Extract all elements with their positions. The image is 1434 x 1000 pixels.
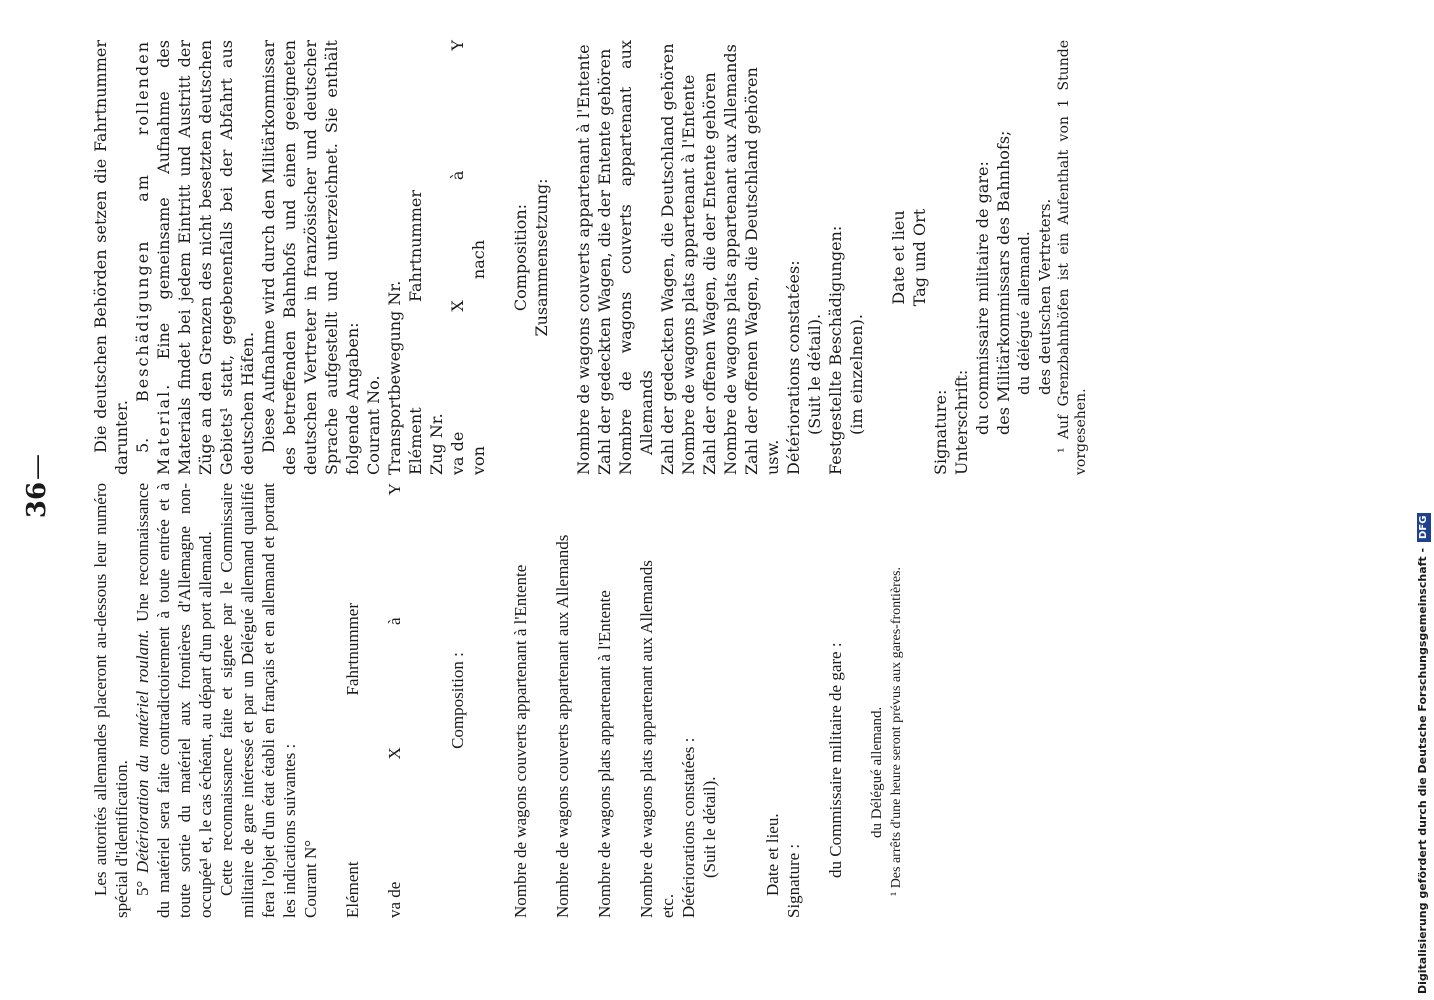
de-paragraph-1: Die deutschen Behörden setzen die Fahrtnummer darunter. [91, 40, 131, 475]
digitization-text: Digitalisierung gefördert durch die Deutsche Forschungsgemeinschaft - [1416, 547, 1429, 994]
fr-section-title: Détérioration du matériel roulant. [133, 629, 152, 874]
de-n3-de: Zahl der offenen Wagen, die der Entente gehören [700, 72, 719, 475]
fr-element-label: Elément [343, 861, 362, 918]
fr-section-number: 5° [133, 880, 152, 896]
dfg-logo: DFG [1417, 513, 1431, 542]
de-suit: (Suit le détail). [805, 313, 824, 435]
fr-element-row [342, 483, 363, 918]
fr-footnote: ¹ Des arrêts d'une heure seront prévus aux gares-frontières. [889, 567, 904, 896]
de-n4-fr: Nombre de wagons plats appartenant aux Allemands [721, 44, 740, 475]
fr-nombre-4: Nombre de wagons plats appartenant aux Allemands [637, 560, 656, 918]
de-nach: nach [469, 240, 488, 280]
de-composition: Composition: [511, 203, 530, 312]
fr-a: à [385, 617, 404, 626]
fr-paragraph-2: Une reconnaissance du matériel sera faite contradictoirement à toute entrée et à toute sortie du matériel aux frontières d'Allemagne non-occupée¹ et, le cas échéant, au départ d'un port allemand. [133, 482, 215, 918]
fr-fahrtnummer-label: Fahrtnummer [343, 603, 362, 696]
de-transport: Transportbewegung Nr. [385, 280, 404, 475]
fr-nombre-3: Nombre de wagons plats appartenant à l'Entente [595, 590, 614, 918]
fr-y: Y [385, 483, 404, 496]
digitization-credit [1412, 0, 1434, 1000]
de-route-row [447, 40, 468, 475]
french-column [90, 483, 905, 918]
de-tag: Tag und Ort [910, 208, 929, 307]
de-n1-fr: Nombre de wagons couverts appartenant à l'Entente [574, 44, 593, 475]
fr-delegue: du Délégué allemand. [869, 706, 885, 838]
fr-paragraph-1: Les autorités allemandes placeront au-dessous leur numéro spécial d'identification. [91, 483, 131, 918]
de-section-number: 5. [133, 437, 152, 453]
de-del-fr: du délégué allemand. [1015, 231, 1033, 395]
de-zusammensetzung: Zusammensetzung: [532, 178, 551, 337]
de-del-de: des deutschen Vertreters. [1036, 198, 1054, 395]
fr-date: Date et lieu. [763, 813, 782, 896]
de-va-de: va de [448, 431, 467, 475]
de-usw: usw. [763, 439, 782, 475]
fr-signature: Signature : [784, 843, 803, 918]
de-paragraph-2: Eine gemeinsame Aufnahme des Materials findet bei jedem Eintritt und Austritt der Züge an den Grenzen des nicht besetzten deutschen Gebiets¹ statt, gegebenenfalls bei der Abfahrt aus deutschen Häfen. [154, 40, 257, 475]
fr-route-row [384, 483, 405, 918]
fr-commissaire: du Commissaire militaire de gare : [826, 642, 845, 878]
fr-nombre-2: Nombre de wagons couverts appartenant aux Allemands [553, 534, 572, 918]
german-column [90, 40, 1090, 475]
de-unterschrift: Unterschrift: [952, 369, 971, 475]
de-x: X [448, 300, 467, 312]
fr-section-5 [132, 483, 216, 918]
de-element-label: Elément [406, 407, 425, 475]
fr-courant: Courant N° [301, 839, 320, 918]
de-n4-de: Zahl der offenen Wagen, die Deutschland gehören [742, 67, 761, 475]
de-y: Y [448, 40, 467, 51]
de-von-row [468, 40, 489, 475]
de-element-row [405, 40, 426, 475]
fr-suit: (Suit le détail). [700, 776, 719, 878]
fr-etc: etc. [658, 893, 677, 918]
fr-paragraph-3: Cette reconnaissance faite et signée par le Commissaire militaire de gare intéressé et par un Délégué allemand qualifié fera l'objet d'un état établi en français et en allemand et portant les indications suivantes : [217, 483, 299, 918]
de-courant: Courant No. [364, 375, 383, 475]
de-einzelnen: (im einzelnen). [847, 314, 866, 435]
de-signature: Signature: [931, 389, 950, 475]
de-n2-de: Zahl der gedeckten Wagen, die Deutschland gehören [658, 43, 677, 475]
de-comm-de: des Militärkommissars des Bahnhofs; [994, 130, 1013, 435]
de-n2-fr: Nombre de wagons couverts appartenant aux Allemands [616, 40, 656, 475]
de-footnote: ¹ Auf Grenzbahnhöfen ist ein Aufenthalt von 1 Stunde vorgesehen. [1056, 40, 1089, 475]
de-det-fr: Détériorations constatées: [784, 260, 803, 475]
de-von: von [469, 446, 488, 475]
de-a: à [448, 170, 467, 181]
fr-composition: Composition : [448, 652, 467, 749]
de-paragraph-3: Diese Aufnahme wird durch den Militärkommissar des betreffenden Bahnhofs und einen geeigneten deutschen Vertreter in französischer und deutscher Sprache aufgestellt und unterzeichnet. Sie enthält folgende Angaben: [259, 40, 362, 475]
fr-deteriorations: Détériorations constatées : [679, 737, 698, 918]
de-section-title: Beschädigungen am rollenden Material. [133, 40, 173, 475]
de-comm-fr: du commissaire militaire de gare: [973, 161, 992, 435]
de-zug: Zug Nr. [427, 413, 446, 475]
fr-nombre-1: Nombre de wagons couverts appartenant à l'Entente [511, 564, 530, 918]
de-festgestellte: Festgestellte Beschädigungen: [826, 225, 845, 475]
page-number: 36 [22, 481, 52, 519]
fr-va-de: va de [385, 881, 404, 918]
de-n3-fr: Nombre de wagons plats appartenant à l'Entente [679, 74, 698, 475]
page-header [22, 0, 52, 1000]
de-n1-de: Zahl der gedeckten Wagen, die der Entente gehören [595, 48, 614, 475]
de-fahrtnummer-label: Fahrtnummer [406, 190, 425, 303]
header-dash: — [22, 454, 52, 480]
de-section-5 [132, 40, 258, 475]
de-date: Date et lieu [889, 210, 908, 305]
fr-x: X [385, 747, 404, 760]
